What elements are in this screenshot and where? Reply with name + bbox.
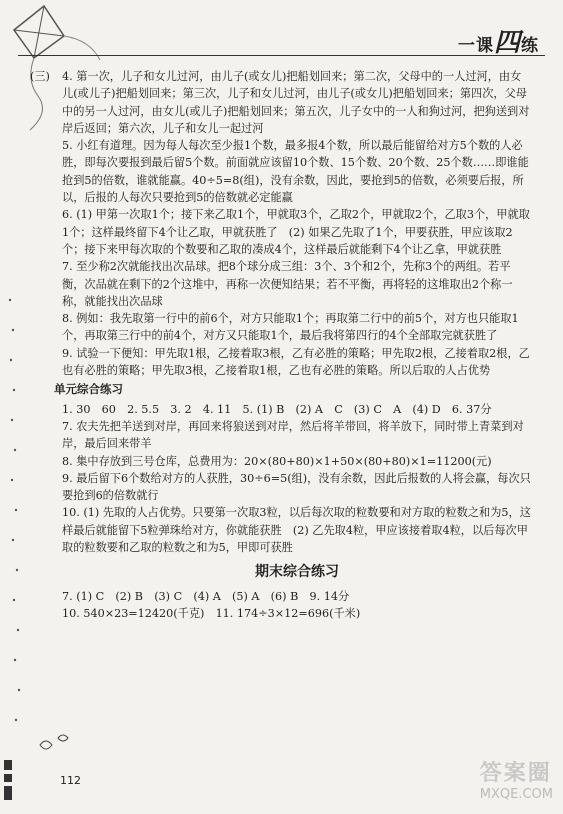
answer-item: 8. 例如：我先取第一行中的前6个，对方只能取1个；再取第二行中的前5个，对方也只能取1个，再取第三行中的前4个，对方又只能取1个，最后我将第四行的4个全部取完就获胜了 <box>62 312 519 343</box>
page-number: 112 <box>60 774 81 787</box>
answer-item: 8. 集中存放到三号仓库，总费用为：20×(80+80)×1+50×(80+80)×1=11200(元) <box>62 454 492 468</box>
answer-item: 4. 第一次，儿子和女儿过河，由儿子(或女儿)把船划回来；第二次，父母中的一人过河，由女儿(或儿子)把船划回来；第三次，儿子和女儿过河，由儿子(或女儿)把船划回来；第四次，父母中的另一人过河，由女儿(或儿子)把船划回来；第五次，儿子女中的一人和狗过河，把狗送到对岸后返回；第六次，儿子和女儿一起过河 <box>62 70 530 135</box>
answer-item: 10. 540×23=12420(千克) 11. 174÷3×12=696(千米) <box>62 606 361 620</box>
answer-item: 6. (1) 甲第一次取1个；接下来乙取1个，甲就取3个，乙取2个，甲就取2个，乙取3个，甲就取1个；这样最终留下4个让乙取，甲就获胜了 (2) 如果乙先取了1个，甲要获胜，甲应该取2个；接下来甲每次取的个数要和乙取的凑成4个，这样最后就能剩下4个让乙拿，甲就获胜 <box>62 208 530 256</box>
unit-review-title: 单元综合练习 <box>54 382 123 397</box>
answer-content <box>30 68 532 622</box>
answer-item: 10. (1) 先取的人占优势。只要第一次取3粒，以后每次取的粒数要和对方取的粒数之和为5，这样最后就能留下5粒弹珠给对方，你就能获胜 (2) 乙先取4粒，甲应该接着取4粒，以后每次甲取的粒数要和乙取的粒数之和为5，甲即可获胜 <box>62 506 531 555</box>
answer-item: 1. 30 60 2. 5.5 3. 2 4. 11 5. (1) B (2) A C (3) C A (4) D 6. 37分 <box>62 402 492 416</box>
answer-item: 5. 小红有道理。因为每人每次至少报1个数，最多报4个数，所以最后能留给对方5个数的人必胜，即每次要报到最后留5个数。前面就应该留10个数、15个数、20个数、25个数……即谁能抢到5的倍数，谁就能赢。40÷5=8(组)，没有余数，因此，要抢到5的倍数，必须要后报，所以，后报的人每次只要抢到5的倍数就必定能赢 <box>62 139 529 205</box>
answer-item: 9. 最后留下6个数给对方的人获胜，30÷6=5(组)，没有余数，因此后报数的人将会赢，每次只要抢到6的倍数就行 <box>62 471 531 503</box>
final-review-title: 期末综合练习 <box>255 564 339 581</box>
watermark: 答案圈 MXQE.COM <box>479 761 553 802</box>
answer-item: 7. 至少称2次就能找出次品球。把8个球分成三组：3个、3个和2个，先称3个的两组。若平衡，次品就在剩下的2个这堆中，再称一次便知结果；若不平衡，再将轻的这堆取出2个称一称，就能找出次品球 <box>62 260 513 308</box>
answer-item: 7. (1) C (2) B (3) C (4) A (5) A (6) B 9. 14分 <box>62 589 350 603</box>
header-divider <box>18 55 545 56</box>
book-brand: 一课四练 <box>457 28 539 58</box>
section-label: (三) <box>30 70 50 83</box>
answer-item: 9. 试验一下便知：甲先取1根，乙接着取3根，乙有必胜的策略；甲先取2根，乙接着取2根，乙也有必胜的策略；甲先取3根，乙接着取1根，乙也有必胜的策略。所以后取的人占优势 <box>62 346 530 378</box>
answer-item: 7. 农夫先把羊送到对岸，再回来将狼送到对岸，然后将羊带回，将羊放下，同时带上青菜到对岸，最后回来带羊 <box>62 419 524 451</box>
